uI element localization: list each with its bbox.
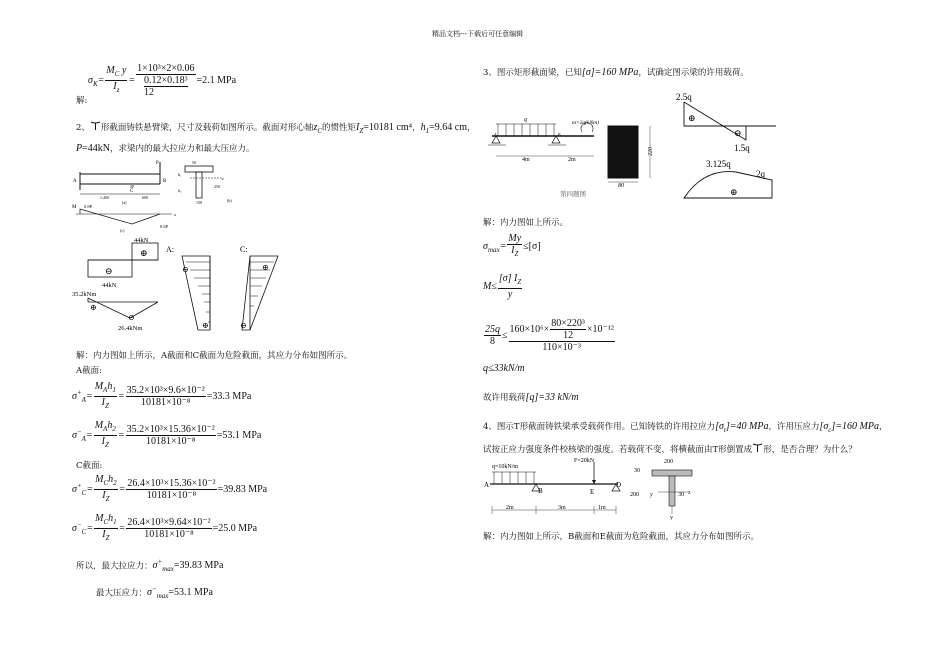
svg-text:2.5q: 2.5q	[676, 92, 692, 102]
svg-text:0.6P: 0.6P	[160, 224, 169, 229]
cantilever-beam-figure	[72, 156, 252, 234]
svg-text:250: 250	[214, 184, 220, 189]
svg-text:(b): (b)	[227, 198, 232, 203]
svg-text:⊕: ⊕	[90, 303, 97, 312]
svg-text:2q: 2q	[756, 169, 765, 179]
question-3-figure	[484, 88, 794, 208]
svg-text:3m: 3m	[558, 505, 566, 511]
formula-sigma-c-minus: $\sigma^-_C=$ $\frac{M_Ch_1}{I_Z}$ = $\frac{\text{26.4×10³×9.64×10⁻²}}{\text{10181×10⁻⁸}}$ =25.0 MPa	[72, 513, 258, 542]
svg-text:z: z	[688, 490, 691, 496]
svg-text:⊕: ⊕	[688, 113, 696, 123]
question-2-line-2: P=44kN，求梁内的最大拉应力和最大压应力。	[76, 143, 255, 154]
svg-text:(c): (c)	[120, 228, 125, 233]
formula-moment-limit: M≤ $\frac{[\sigma] I_Z}{y}$	[483, 273, 522, 300]
svg-text:h₂: h₂	[178, 188, 182, 193]
svg-text:⊖: ⊖	[182, 265, 189, 274]
svg-text:⊖: ⊖	[105, 266, 113, 276]
svg-text:F=20kN: F=20kN	[574, 458, 595, 464]
svg-text:y: y	[650, 492, 653, 498]
svg-text:C: C	[130, 189, 134, 194]
svg-text:1,400: 1,400	[100, 195, 109, 200]
svg-text:B: B	[538, 487, 543, 495]
question-3-line: 3、图示矩形截面梁，已知[σ]=160 MPa，试确定图示梁的许用载荷。	[483, 67, 749, 78]
solution-3-text: 解：内力图如上所示。	[483, 218, 569, 228]
solution-2-text: 解：内力图如上所示，A截面和C截面为危险截面，其应力分布如图所示。	[76, 351, 353, 361]
svg-text:⊕: ⊕	[140, 248, 148, 258]
svg-text:A: A	[494, 132, 497, 137]
question-4-line-1: 4、图示T形截面铸铁梁承受载荷作用。已知铸铁的许用拉应力$[\sigma_t]=40$ MPa，许用压应力$[\sigma_c]=160$ MPa，	[483, 421, 888, 434]
svg-text:x: x	[174, 212, 177, 217]
formula-sigma-a-minus: $\sigma^-_A=$ $\frac{M_Ah_2}{I_Z}$ = $\frac{\text{35.2×10³×15.36×10⁻²}}{\text{10181×10⁻⁸}}$ =53.1 MPa	[72, 420, 262, 449]
svg-text:y: y	[670, 515, 673, 520]
formula-sigma-a-plus: $\sigma^+_A=$ $\frac{M_Ah_1}{I_Z}$ = $\frac{\text{35.2×10³×9.6×10⁻²}}{\text{10181×10⁻⁸}}$ =33.3 MPa	[72, 381, 252, 410]
svg-text:44kN: 44kN	[102, 282, 117, 289]
svg-text:A:: A:	[166, 245, 174, 254]
svg-text:B: B	[558, 132, 561, 137]
svg-text:q=10kN/m: q=10kN/m	[492, 464, 519, 470]
solution-4-text: 解：内力图如上所示，B截面和E截面为危险截面，其应力分布如图所示。	[483, 532, 759, 542]
svg-text:D: D	[616, 481, 622, 489]
inverted-t-symbol-icon	[90, 121, 101, 130]
svg-text:m=2q(kNm): m=2q(kNm)	[572, 120, 599, 126]
question-4-figure	[482, 456, 702, 520]
formula-q-inequality: $\frac{25q}{8}$ ≤ 160×10⁶× $\frac{\text{80×220³}}{12}$ ×10⁻¹² 110×10⁻³	[485, 318, 614, 353]
svg-text:200: 200	[630, 492, 639, 498]
svg-text:B: B	[163, 179, 167, 184]
svg-text:P: P	[156, 161, 159, 166]
formula-q-result: q≤33kN/m	[483, 363, 525, 374]
svg-text:80: 80	[618, 183, 624, 189]
svg-text:A: A	[73, 179, 77, 184]
solution-label-1: 解:	[76, 96, 88, 106]
svg-text:(a): (a)	[122, 200, 127, 205]
svg-text:2m: 2m	[568, 157, 576, 163]
formula-sigma-max: $\sigma_{max}=$ $\frac{My}{I_Z}$ ≤[σ]	[483, 233, 541, 258]
section-c-label: C截面:	[76, 461, 103, 471]
svg-text:35.2kNm: 35.2kNm	[72, 291, 97, 298]
svg-text:50: 50	[192, 160, 196, 165]
svg-text:44kN: 44kN	[134, 237, 149, 244]
svg-text:2P: 2P	[130, 184, 135, 189]
allowable-load-line: 故许用载荷[q]=33 kN/m	[483, 392, 579, 403]
svg-text:⊕: ⊕	[262, 263, 269, 272]
svg-text:M: M	[72, 205, 77, 210]
svg-text:30: 30	[634, 468, 640, 474]
svg-text:600: 600	[142, 195, 148, 200]
svg-text:1.5q: 1.5q	[734, 143, 750, 153]
svg-text:1m: 1m	[598, 505, 606, 511]
svg-text:150: 150	[196, 200, 202, 205]
svg-text:26.4kNm: 26.4kNm	[118, 325, 143, 332]
svg-text:30: 30	[678, 492, 684, 498]
page-header: 精品文档---下载后可任意编辑	[432, 30, 524, 38]
svg-text:z: z	[222, 176, 224, 181]
svg-text:⊕: ⊕	[730, 187, 738, 197]
svg-text:⊖: ⊖	[128, 313, 135, 322]
svg-text:E: E	[590, 488, 595, 496]
svg-text:A: A	[484, 481, 490, 489]
max-tension-line: 所以，最大拉应力：$\sigma^+_{max}=39.83$ MPa	[76, 558, 224, 574]
formula-sigma-k: $\sigma_K=$ $\frac{M_C y}{I_z}$ = 1×10³×2×0.06 0.12×0.18³ 12 =2.1 MPa	[88, 63, 237, 98]
internal-force-diagrams	[72, 234, 302, 342]
svg-text:⊖: ⊖	[240, 321, 247, 330]
svg-text:2m: 2m	[506, 505, 514, 511]
max-compression-line: 最大压应力：$\sigma^-_{max}=53.1$ MPa	[96, 585, 213, 601]
svg-text:q: q	[524, 117, 527, 123]
question-2-line-1: 2、 形截面铸铁悬臂梁，尺寸及载荷如图所示。截面对形心轴$z_C$的惯性矩$I_Z=10181$ cm⁴，$h_1=9.64$ cm，	[76, 122, 476, 135]
formula-sigma-c-plus: $\sigma^+_C=$ $\frac{M_Ch_2}{I_Z}$ = $\frac{\text{26.4×10³×15.36×10⁻²}}{\text{10181×10⁻⁸}}$ =39.83 MPa	[72, 474, 268, 503]
svg-text:200: 200	[664, 459, 673, 465]
svg-text:C:: C:	[240, 245, 248, 254]
svg-text:0.8P: 0.8P	[84, 204, 93, 209]
svg-text:3.125q: 3.125q	[706, 159, 731, 169]
inverted-t-symbol-icon	[752, 443, 763, 452]
svg-text:⊕: ⊕	[202, 321, 209, 330]
svg-text:4m: 4m	[522, 157, 530, 163]
svg-text:⊖: ⊖	[734, 128, 742, 138]
svg-text:220: 220	[648, 147, 654, 156]
section-a-label: A截面:	[76, 366, 103, 376]
svg-text:第四题图: 第四题图	[560, 191, 586, 198]
question-4-line-2: 试按正应力强度条件校核梁的强度。若载荷不变，将横截面由T形倒置成 形，是否合理？为什么？	[483, 445, 857, 455]
svg-text:h₁: h₁	[178, 172, 182, 177]
